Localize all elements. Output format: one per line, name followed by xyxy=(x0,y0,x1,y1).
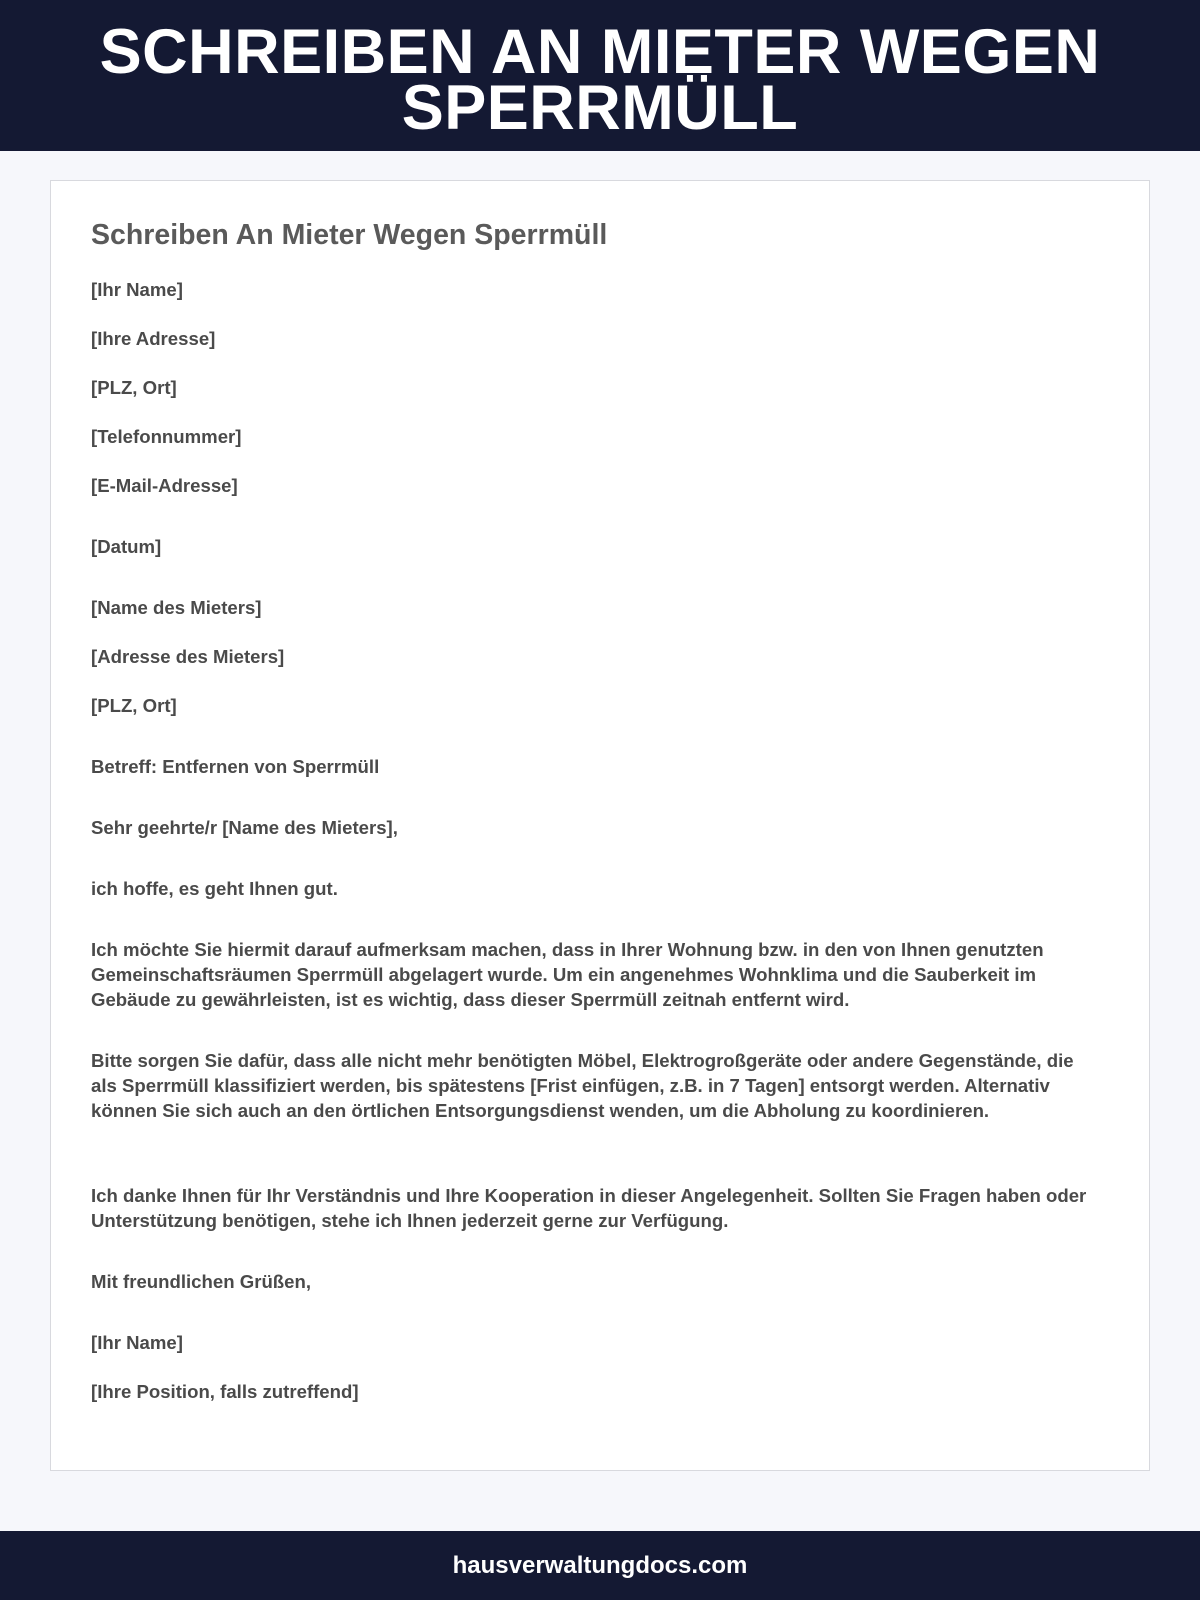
recipient-city: [PLZ, Ort] xyxy=(91,695,177,716)
letter-paragraph-1: Ich möchte Sie hiermit darauf aufmerksam machen, dass in Ihrer Wohnung bzw. in den von Ihnen genutzten Gemeinschaftsräumen Sperrmüll abgelagert wurde. Um ein angenehmes Wohnklima und die Sauberkeit im Gebäude zu gewährleisten, ist es wichtig, dass dieser Sperrmüll zeitnah entfernt wird. xyxy=(91,939,1044,1010)
sender-city: [PLZ, Ort] xyxy=(91,377,177,398)
letter-salutation: Sehr geehrte/r [Name des Mieters], xyxy=(91,817,398,838)
letter-card xyxy=(50,180,1150,1471)
document-title: Schreiben An Mieter Wegen Sperrmüll xyxy=(91,219,608,251)
letter-opening: ich hoffe, es geht Ihnen gut. xyxy=(91,878,338,899)
page-header xyxy=(0,0,1200,151)
page-title-line-2: SPERRMÜLL xyxy=(401,73,799,143)
letter-date: [Datum] xyxy=(91,536,162,557)
page-footer xyxy=(0,1531,1200,1600)
sender-name: [Ihr Name] xyxy=(91,279,183,300)
letter-paragraph-2: Bitte sorgen Sie dafür, dass alle nicht mehr benötigten Möbel, Elektrogroßgeräte oder andere Gegenstände, die als Sperrmüll klassifiziert werden, bis spätestens [Frist einfügen, z.B. in 7 Tagen] entsorgt werden. Alternativ können Sie sich auch an den örtlichen Entsorgungsdienst wenden, um die Abholung zu koordinieren. xyxy=(91,1050,1074,1121)
signature-name: [Ihr Name] xyxy=(91,1332,183,1353)
letter-paragraph-3: Ich danke Ihnen für Ihr Verständnis und Ihre Kooperation in dieser Angelegenheit. Sollten Sie Fragen haben oder Unterstützung benötigen, stehe ich Ihnen jederzeit gerne zur Verfügung. xyxy=(91,1185,1087,1231)
sender-address: [Ihre Adresse] xyxy=(91,328,216,349)
letter-subject: Betreff: Entfernen von Sperrmüll xyxy=(91,756,380,777)
sender-email: [E-Mail-Adresse] xyxy=(91,475,238,496)
signature-position: [Ihre Position, falls zutreffend] xyxy=(91,1381,359,1402)
recipient-address: [Adresse des Mieters] xyxy=(91,646,285,667)
page-title-line-1: SCHREIBEN AN MIETER WEGEN xyxy=(99,17,1101,87)
footer-site-link[interactable]: hausverwaltungdocs.com xyxy=(452,1552,748,1579)
letter-closing: Mit freundlichen Grüßen, xyxy=(91,1271,312,1292)
sender-phone: [Telefonnummer] xyxy=(91,426,242,447)
recipient-name: [Name des Mieters] xyxy=(91,597,262,618)
page-title xyxy=(0,17,1200,143)
